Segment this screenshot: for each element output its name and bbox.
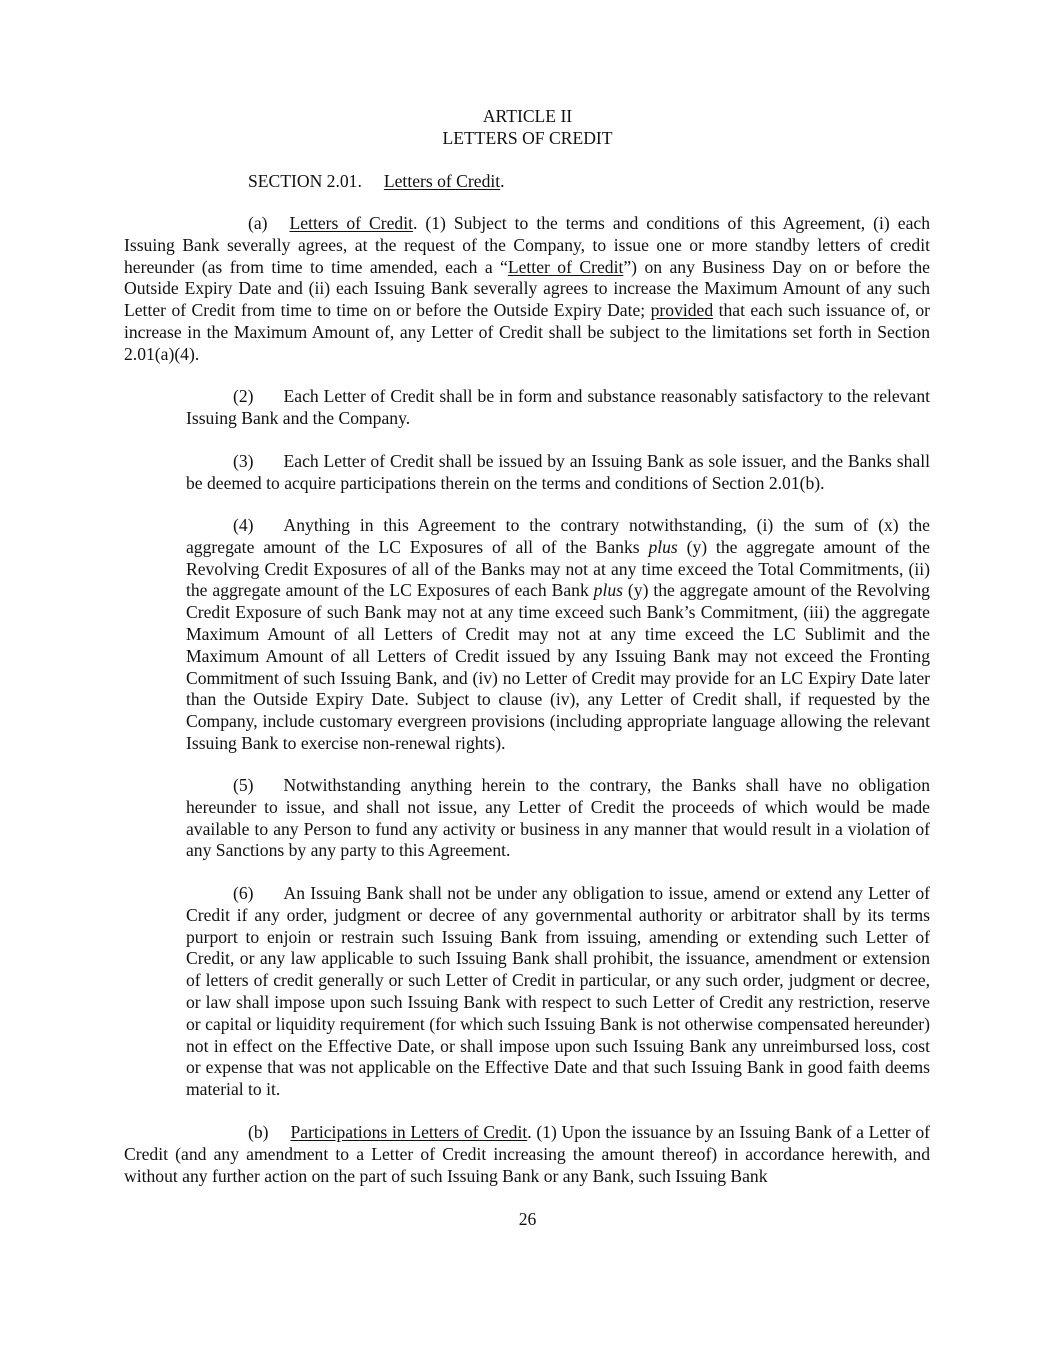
article-number: ARTICLE II <box>482 106 573 126</box>
para-2-text: Each Letter of Credit shall be in form and substance reasonably satisfactory to the relevant Issuing Bank and the Company. <box>186 386 930 428</box>
section-title: Letters of Credit <box>383 171 501 191</box>
section-heading <box>248 171 848 193</box>
para-a-text-1: . (1) Subject to the terms and conditions of this Agreement, (i) each Issuing Bank severally agrees, at the request of the Company, to issue one or more standby letters of credit hereunder (as from time to time amended, each a “ <box>124 213 931 277</box>
para-2-label: (2) <box>233 386 254 406</box>
para-b-text: . (1) Upon the issuance by an Issuing Bank of a Letter of Credit (and any amendment to a Letter of Credit increasing the amount thereof) in accordance herewith, and without any further action on the part of such Issuing Bank or any Bank, such Issuing Bank <box>124 1122 930 1186</box>
para-a-heading: Letters of Credit <box>289 213 413 233</box>
paragraph-b <box>124 1122 930 1187</box>
para-3-text: Each Letter of Credit shall be issued by an Issuing Bank as sole issuer, and the Banks shall be deemed to acquire participations therein on the terms and conditions of Section 2.01(b). <box>186 451 930 493</box>
para-a-label: (a) <box>248 213 268 233</box>
paragraph-5 <box>186 775 930 862</box>
para-a-text-3: that each such issuance of, or increase in the Maximum Amount of, any Letter of Credit shall be subject to the limitations set forth in Section 2.01(a)(4). <box>124 300 930 364</box>
para-b-heading: Participations in Letters of Credit <box>290 1122 528 1142</box>
para-5-label: (5) <box>233 775 254 795</box>
page-number: 26 <box>518 1209 537 1229</box>
para-a-text-2: ”) on any Business Day on or before the Outside Expiry Date and (ii) each Issuing Bank severally agrees to increase the Maximum Amount of any such Letter of Credit from time to time on or before the Outside Expiry Date; <box>124 256 930 321</box>
section-number: SECTION 2.01. <box>248 171 362 191</box>
para-6-label: (6) <box>233 883 254 903</box>
para-4-text-1: Anything in this Agreement to the contrary notwithstanding, (i) the sum of (x) the aggregate amount of the LC Exposures of all of the Banks <box>186 515 930 557</box>
paragraph-4 <box>186 515 930 755</box>
para-4-label: (4) <box>233 515 254 535</box>
para-3-label: (3) <box>233 451 254 471</box>
paragraph-2 <box>186 386 930 430</box>
article-title: LETTERS OF CREDIT <box>442 128 613 148</box>
proviso-provided: provided <box>650 300 714 321</box>
paragraph-a <box>124 213 930 366</box>
section-period: . <box>500 171 505 191</box>
para-4-plus-1: plus <box>648 536 678 557</box>
paragraph-3 <box>186 451 930 495</box>
defined-term-letter-of-credit: Letter of Credit <box>507 256 624 277</box>
para-5-text: Notwithstanding anything herein to the contrary, the Banks shall have no obligation hereunder to issue, and shall not issue, any Letter of Credit the proceeds of which would be made available to any Person to fund any activity or business in any manner that would result in a violation of any Sanctions by any party to this Agreement. <box>186 775 930 861</box>
para-4-text-2: (y) the aggregate amount of the Revolving Credit Exposures of all of the Banks may not at any time exceed the Total Commitments, (ii) the aggregate amount of the LC Exposures of each Bank <box>186 536 930 601</box>
para-6-text: An Issuing Bank shall not be under any obligation to issue, amend or extend any Letter of Credit if any order, judgment or decree of any governmental authority or arbitrator shall by its terms purport to enjoin or restrain such Issuing Bank from issuing, amending or extending such Letter of Credit, or any law applicable to such Issuing Bank shall prohibit, the issuance, amendment or extension of letters of credit generally or such Letter of Credit in particular, or any such order, judgment or decree, or law shall impose upon such Issuing Bank with respect to such Letter of Credit any restriction, reserve or capital or liquidity requirement (for which such Issuing Bank is not otherwise compensated hereunder) not in effect on the Effective Date, or shall impose upon such Issuing Bank any unreimbursed loss, cost or expense that was not applicable on the Effective Date and that such Issuing Bank in good faith deems material to it. <box>186 883 930 1100</box>
para-b-label: (b) <box>248 1122 269 1142</box>
para-4-text-3: (y) the aggregate amount of the Revolving Credit Exposure of such Bank may not at any time exceed such Bank’s Commitment, (iii) the aggregate Maximum Amount of all Letters of Credit may not at any time exceed the LC Sublimit and the Maximum Amount of all Letters of Credit issued by any Issuing Bank may not exceed the Fronting Commitment of such Issuing Bank, and (iv) no Letter of Credit may provide for an LC Expiry Date later than the Outside Expiry Date. Subject to clause (iv), any Letter of Credit shall, if requested by the Company, include customary evergreen provisions (including appropriate language allowing the relevant Issuing Bank to exercise non-renewal rights). <box>186 580 930 753</box>
para-4-plus-2: plus <box>593 580 624 601</box>
paragraph-6 <box>186 883 930 1101</box>
